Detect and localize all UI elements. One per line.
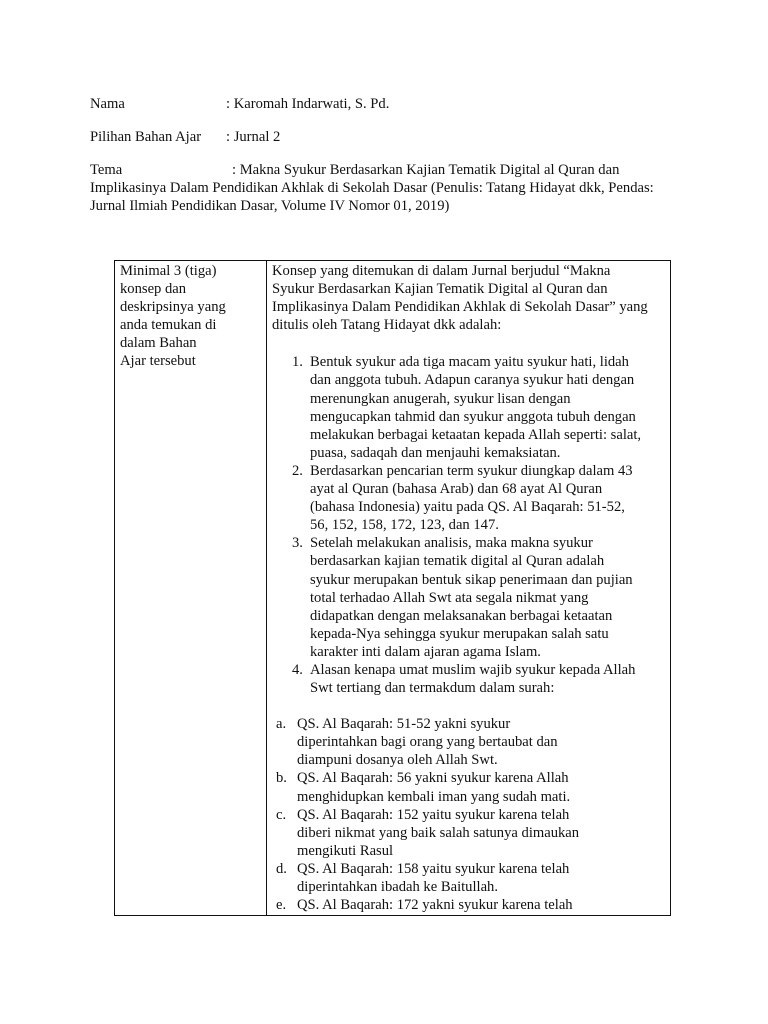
list-item-line: puasa, sadaqah dan menjauhi kemaksiatan. — [310, 444, 561, 461]
list-marker: 2. — [292, 462, 303, 479]
list-marker: d. — [276, 860, 287, 877]
surah-item — [272, 806, 664, 860]
bahan-ajar-label: Pilihan Bahan Ajar — [90, 129, 202, 145]
list-item-line: QS. Al Baqarah: 172 yakni syukur karena telah — [297, 897, 573, 914]
concept-list — [272, 353, 664, 697]
list-item-line: QS. Al Baqarah: 56 yakni syukur karena Allah — [297, 770, 569, 787]
answer-intro — [272, 262, 664, 334]
list-marker: c. — [276, 806, 287, 823]
list-item-line: karakter inti dalam ajaran agama Islam. — [310, 643, 541, 660]
list-item-line: diperintahkan bagi orang yang bertaubat dan — [297, 734, 558, 751]
tema-line: : Makna Syukur Berdasarkan Kajian Tematik Digital al Quran dan — [232, 162, 620, 178]
intro-line: Konsep yang ditemukan di dalam Jurnal berjudul “Makna — [272, 263, 611, 279]
list-item-line: ayat al Quran (bahasa Arab) dan 68 ayat Al Quran — [310, 481, 603, 498]
surah-item — [272, 860, 664, 896]
list-item-line: QS. Al Baqarah: 51-52 yakni syukur — [297, 716, 511, 733]
question-line: dalam Bahan — [120, 335, 197, 352]
intro-line: Syukur Berdasarkan Kajian Tematik Digital al Quran dan — [272, 281, 608, 298]
list-item-line: 56, 152, 158, 172, 123, dan 147. — [310, 517, 499, 534]
list-item-line: Alasan kenapa umat muslim wajib syukur kepada Allah — [310, 661, 636, 678]
intro-line: Implikasinya Dalam Pendidikan Akhlak di Sekolah Dasar” yang — [272, 299, 648, 316]
tema-block — [90, 161, 682, 215]
surah-list — [272, 715, 664, 914]
list-marker: a. — [276, 716, 287, 733]
list-item-line: syukur merupakan bentuk sikap penerimaan dan pujian — [310, 571, 633, 588]
list-item-line: mengikuti Rasul — [297, 842, 394, 859]
concept-item — [272, 353, 664, 462]
question-line: Minimal 3 (tiga) — [120, 263, 217, 279]
surah-item — [272, 715, 664, 769]
list-item-line: melakukan berbagai ketaatan kepada Allah seperti: salat, — [310, 426, 642, 443]
list-marker: 4. — [292, 661, 303, 678]
concept-table — [114, 260, 671, 916]
question-line: konsep dan — [120, 281, 187, 298]
intro-line: ditulis oleh Tatang Hidayat dkk adalah: — [272, 317, 502, 334]
concept-item — [272, 661, 664, 697]
list-item-line: QS. Al Baqarah: 158 yaitu syukur karena telah — [297, 860, 570, 877]
list-item-line: diperintahkan ibadah ke Baitullah. — [297, 879, 499, 895]
question-cell — [115, 261, 267, 916]
surah-item — [272, 769, 664, 805]
list-item-line: merenungkan anugerah, syukur lisan dengan — [310, 390, 571, 407]
concept-item — [272, 462, 664, 534]
list-item-line: QS. Al Baqarah: 152 yaitu syukur karena telah — [297, 806, 570, 823]
list-item-line: kepada-Nya sehingga syukur merupakan salah satu — [310, 625, 609, 642]
list-item-line: (bahasa Indonesia) yaitu pada QS. Al Baqarah: 51-52, — [310, 499, 625, 516]
list-item-line: diampuni dosanya oleh Allah Swt. — [297, 752, 498, 769]
surah-item — [272, 896, 664, 914]
concept-item — [272, 534, 664, 661]
list-item-line: berdasarkan kajian tematik digital al Quran adalah — [310, 553, 605, 570]
tema-line: Implikasinya Dalam Pendidikan Akhlak di Sekolah Dasar (Penulis: Tatang Hidayat dkk, Pendas: — [90, 180, 654, 197]
bahan-ajar-value: : Jurnal 2 — [226, 129, 281, 145]
tema-label: Tema — [90, 162, 123, 178]
list-marker: 3. — [292, 535, 303, 552]
list-item-line: mengucapkan tahmid dan syukur anggota tubuh dengan — [310, 408, 636, 425]
list-item-line: Swt tertiang dan termakdum dalam surah: — [310, 680, 555, 697]
list-item-line: menghidupkan kembali iman yang sudah mati. — [297, 788, 571, 805]
question-line: anda temukan di — [120, 317, 217, 334]
list-item-line: Setelah melakukan analisis, maka makna syukur — [310, 535, 593, 552]
list-item-line: didapatkan dengan melaksanakan berbagai ketaatan — [310, 607, 613, 624]
list-marker: b. — [276, 770, 287, 787]
answer-cell — [267, 261, 671, 916]
list-item-line: dan anggota tubuh. Adapun caranya syukur hati dengan — [310, 372, 635, 389]
nama-value: : Karomah Indarwati, S. Pd. — [226, 96, 390, 112]
list-item-line: Bentuk syukur ada tiga macam yaitu syukur hati, lidah — [310, 354, 629, 371]
list-marker: e. — [276, 897, 287, 914]
question-line: deskripsinya yang — [120, 299, 226, 316]
nama-label: Nama — [90, 96, 125, 112]
list-item-line: total terhadao Allah Swt ata segala nikmat yang — [310, 589, 589, 606]
question-line: Ajar tersebut — [120, 353, 196, 370]
list-item-line: diberi nikmat yang baik salah satunya dimaukan — [297, 824, 580, 841]
list-item-line: Berdasarkan pencarian term syukur diungkap dalam 43 — [310, 462, 633, 479]
list-marker: 1. — [292, 354, 303, 371]
tema-line: Jurnal Ilmiah Pendidikan Dasar, Volume IV Nomor 01, 2019) — [90, 198, 450, 215]
